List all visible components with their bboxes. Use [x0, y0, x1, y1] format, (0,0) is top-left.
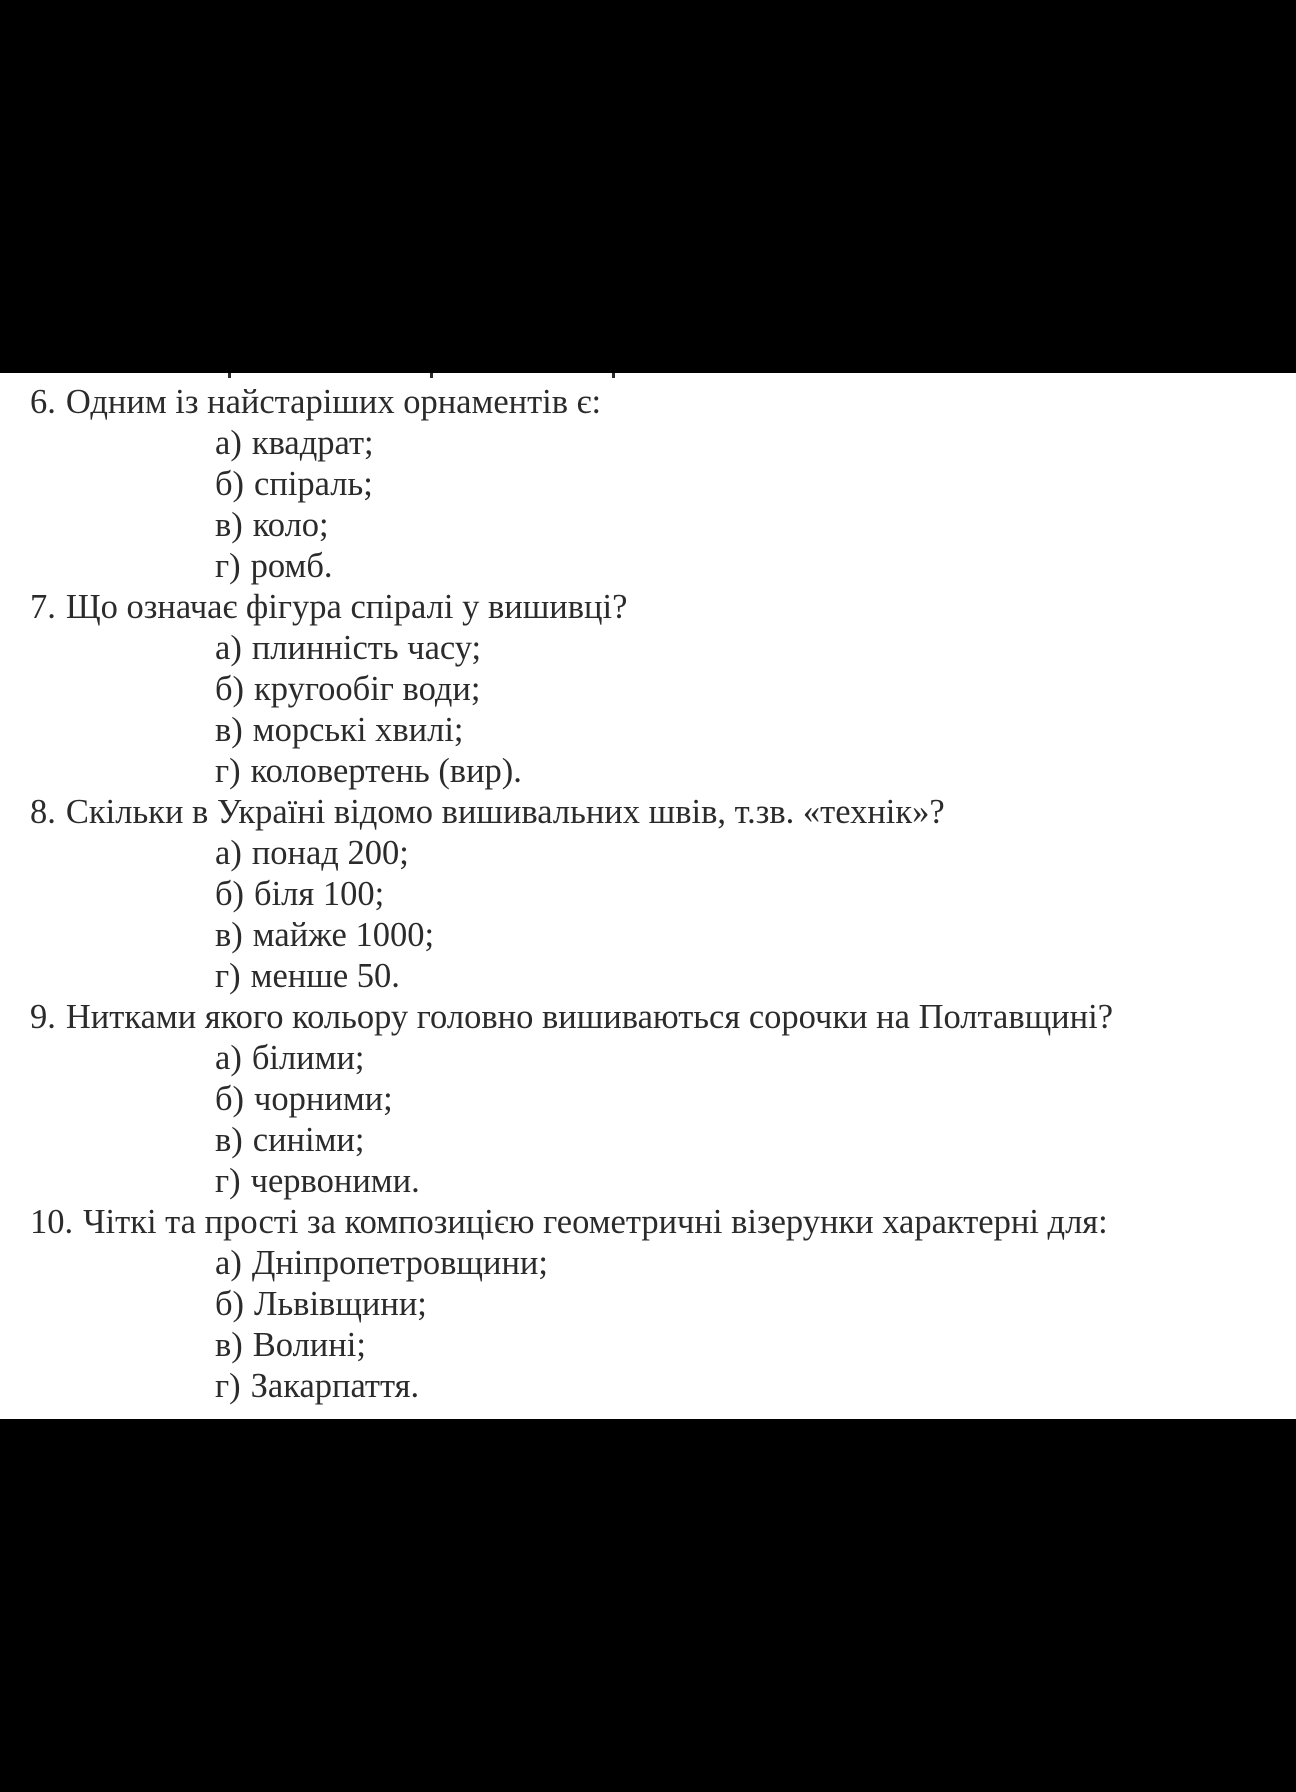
answer-options: [30, 1038, 1296, 1202]
option-letter: а): [215, 629, 242, 667]
option-letter: г): [215, 752, 241, 790]
option-letter: в): [215, 506, 243, 544]
answer-option: [215, 505, 1296, 546]
question-10: [30, 1202, 1296, 1407]
answer-option: [215, 956, 1296, 997]
answer-option: [215, 874, 1296, 915]
question-line: [30, 587, 1296, 628]
option-letter: а): [215, 1244, 242, 1282]
option-letter: г): [215, 1162, 241, 1200]
question-number: 7.: [30, 588, 56, 626]
option-text: чорними;: [254, 1080, 393, 1118]
answer-option: [215, 628, 1296, 669]
answer-option: [215, 1079, 1296, 1120]
option-text: менше 50.: [250, 957, 400, 995]
question-line: [30, 997, 1296, 1038]
question-text: Що означає фігура спіралі у вишивці?: [65, 588, 628, 626]
question-line: [30, 792, 1296, 833]
option-letter: в): [215, 711, 243, 749]
option-text: Волині;: [252, 1326, 366, 1364]
question-7: [30, 587, 1296, 792]
option-text: квадрат;: [251, 424, 374, 462]
answer-option: [215, 464, 1296, 505]
question-text: Скільки в Україні відомо вишивальних швів, т.зв. «технік»?: [65, 793, 945, 831]
option-letter: б): [215, 1080, 245, 1118]
option-text: коловертень (вир).: [250, 752, 522, 790]
answer-option: [215, 1243, 1296, 1284]
option-text: червоними.: [250, 1162, 420, 1200]
option-text: ромб.: [250, 547, 333, 585]
question-number: 10.: [30, 1203, 74, 1241]
question-line: [30, 382, 1296, 423]
question-8: [30, 792, 1296, 997]
option-letter: г): [215, 957, 241, 995]
question-list: [30, 382, 1296, 1407]
option-text: морські хвилі;: [252, 711, 464, 749]
question-number: 8.: [30, 793, 56, 831]
question-text: Чіткі та прості за композицією геометричні візерунки характерні для:: [83, 1203, 1108, 1241]
option-text: кругообіг води;: [254, 670, 481, 708]
option-text: плинність часу;: [251, 629, 482, 667]
answer-option: [215, 1284, 1296, 1325]
option-letter: а): [215, 1039, 242, 1077]
option-text: біля 100;: [254, 875, 385, 913]
question-number: 6.: [30, 383, 56, 421]
option-letter: в): [215, 916, 243, 954]
question-number: 9.: [30, 998, 56, 1036]
option-text: білими;: [251, 1039, 365, 1077]
question-line: [30, 1202, 1296, 1243]
option-letter: а): [215, 424, 242, 462]
option-letter: б): [215, 670, 245, 708]
answer-option: [215, 1038, 1296, 1079]
question-9: [30, 997, 1296, 1202]
option-letter: б): [215, 465, 245, 503]
answer-option: [215, 710, 1296, 751]
option-letter: а): [215, 834, 242, 872]
option-text: Львівщини;: [254, 1285, 427, 1323]
option-text: понад 200;: [251, 834, 409, 872]
answer-option: [215, 915, 1296, 956]
option-letter: в): [215, 1326, 243, 1364]
option-text: майже 1000;: [252, 916, 435, 954]
question-text: Нитками якого кольору головно вишиваються сорочки на Полтавщині?: [65, 998, 1114, 1036]
answer-option: [215, 751, 1296, 792]
answer-option: [215, 546, 1296, 587]
option-text: Дніпропетровщини;: [251, 1244, 548, 1282]
option-letter: б): [215, 875, 245, 913]
option-text: Закарпаття.: [250, 1367, 420, 1405]
answer-option: [215, 1161, 1296, 1202]
option-letter: г): [215, 1367, 241, 1405]
answer-option: [215, 833, 1296, 874]
option-letter: в): [215, 1121, 243, 1159]
answer-option: [215, 423, 1296, 464]
answer-options: [30, 1243, 1296, 1407]
option-letter: б): [215, 1285, 245, 1323]
answer-option: [215, 1325, 1296, 1366]
answer-options: [30, 833, 1296, 997]
answer-options: [30, 628, 1296, 792]
question-6: [30, 382, 1296, 587]
answer-options: [30, 423, 1296, 587]
document-page: [0, 373, 1296, 1419]
option-text: спіраль;: [254, 465, 373, 503]
answer-option: [215, 1120, 1296, 1161]
question-text: Одним із найстаріших орнаментів є:: [65, 383, 602, 421]
answer-option: [215, 669, 1296, 710]
option-text: синіми;: [252, 1121, 365, 1159]
answer-option: [215, 1366, 1296, 1407]
option-letter: г): [215, 547, 241, 585]
option-text: коло;: [252, 506, 329, 544]
